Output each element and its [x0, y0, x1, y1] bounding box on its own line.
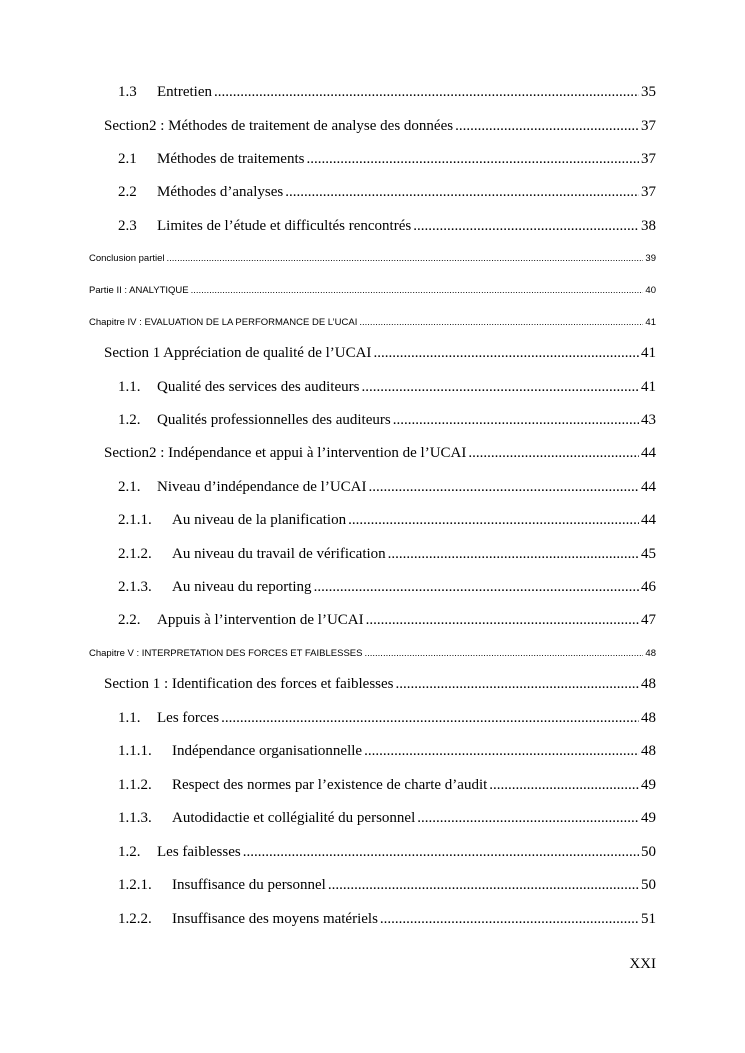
toc-leader-dots — [167, 253, 644, 264]
toc-entry-number: 1.2. — [118, 412, 141, 428]
toc-entry-number: 1.1. — [118, 379, 141, 395]
toc-leader-dots — [221, 710, 639, 727]
toc-entry-title: Méthodes de traitements — [157, 151, 305, 167]
toc-entry-page: 38 — [641, 218, 656, 234]
toc-entry-page: 47 — [641, 612, 656, 628]
toc-leader-dots — [417, 810, 639, 827]
toc-entry-page: 48 — [645, 648, 656, 659]
toc-entry-number: 1.2.1. — [118, 877, 152, 893]
toc-entry-page: 46 — [641, 579, 656, 595]
toc-entry[interactable] — [118, 184, 656, 201]
toc-entry-number: 2.1.3. — [118, 579, 152, 595]
toc-entry-number: 1.1.2. — [118, 777, 152, 793]
toc-entry[interactable] — [118, 743, 656, 760]
toc-entry-title: Autodidactie et collégialité du personnel — [172, 810, 416, 826]
toc-entry-number: 2.1 — [118, 151, 137, 167]
toc-leader-dots — [388, 546, 639, 563]
toc-entry-number: 1.2. — [118, 844, 141, 860]
toc-leader-dots — [359, 317, 643, 328]
toc-leader-dots — [348, 512, 639, 529]
toc-entry-page: 39 — [645, 253, 656, 264]
toc-entry-page: 41 — [645, 317, 656, 328]
toc-entry-number: 1.1.3. — [118, 810, 152, 826]
toc-entry-page: 44 — [641, 512, 656, 528]
toc-entry-page: 37 — [641, 118, 656, 134]
toc-entry[interactable] — [118, 151, 656, 168]
toc-leader-dots — [285, 184, 639, 201]
toc-entry-title: Méthodes d’analyses — [157, 184, 284, 200]
toc-entry[interactable] — [118, 379, 656, 396]
toc-leader-dots — [468, 445, 639, 462]
toc-entry-title: Au niveau de la planification — [172, 512, 347, 528]
toc-entry[interactable] — [118, 479, 656, 496]
toc-entry-number: 2.3 — [118, 218, 137, 234]
toc-entry-page: 48 — [641, 676, 656, 692]
toc-leader-dots — [489, 777, 639, 794]
toc-entry-title: Chapitre IV : EVALUATION DE LA PERFORMANCE DE L’UCAI — [89, 317, 358, 328]
toc-entry-title: Insuffisance du personnel — [172, 877, 326, 893]
toc-entry-number: 1.3 — [118, 84, 137, 100]
toc-entry-page: 49 — [641, 810, 656, 826]
toc-entry-page: 41 — [641, 345, 656, 361]
toc-leader-dots — [364, 648, 643, 659]
toc-entry[interactable] — [104, 676, 656, 693]
toc-entry-number: 2.1. — [118, 479, 141, 495]
toc-entry[interactable] — [118, 777, 656, 794]
toc-leader-dots — [191, 285, 644, 296]
toc-entry-number: 2.1.1. — [118, 512, 152, 528]
toc-entry-page: 50 — [641, 877, 656, 893]
toc-entry[interactable] — [89, 317, 656, 328]
toc-entry-page: 37 — [641, 151, 656, 167]
toc-leader-dots — [364, 743, 639, 760]
toc-entry[interactable] — [118, 612, 656, 629]
toc-entry[interactable] — [118, 877, 656, 894]
toc-entry[interactable] — [118, 218, 656, 235]
toc-entry-title: Conclusion partiel — [89, 253, 165, 264]
toc-entry-number: 1.1.1. — [118, 743, 152, 759]
toc-entry-number: 1.2.2. — [118, 911, 152, 927]
toc-entry-title: Qualité des services des auditeurs — [157, 379, 360, 395]
toc-entry-title: Les faiblesses — [157, 844, 241, 860]
toc-entry[interactable] — [104, 118, 656, 135]
toc-entry[interactable] — [89, 253, 656, 264]
toc-entry-number: 2.2 — [118, 184, 137, 200]
toc-entry-page: 44 — [641, 479, 656, 495]
toc-entry-title: Indépendance organisationnelle — [172, 743, 363, 759]
toc-entry[interactable] — [118, 579, 656, 596]
toc-entry-page: 50 — [641, 844, 656, 860]
toc-leader-dots — [413, 218, 639, 235]
toc-leader-dots — [369, 479, 639, 496]
toc-entry-title: Qualités professionnelles des auditeurs — [157, 412, 391, 428]
toc-entry-title: Section2 : Indépendance et appui à l’intervention de l’UCAI — [104, 445, 467, 461]
toc-leader-dots — [366, 612, 639, 629]
toc-entry-page: 40 — [645, 285, 656, 296]
toc-entry[interactable] — [118, 412, 656, 429]
toc-entry[interactable] — [118, 710, 656, 727]
toc-entry-number: 2.1.2. — [118, 546, 152, 562]
toc-entry-page: 49 — [641, 777, 656, 793]
toc-leader-dots — [314, 579, 639, 596]
toc-leader-dots — [455, 118, 639, 135]
toc-entry-title: Insuffisance des moyens matériels — [172, 911, 378, 927]
toc-entry-page: 45 — [641, 546, 656, 562]
toc-entry[interactable] — [118, 810, 656, 827]
toc-entry-title: Niveau d’indépendance de l’UCAI — [157, 479, 367, 495]
toc-entry-number: 2.2. — [118, 612, 141, 628]
toc-entry-title: Section2 : Méthodes de traitement de analyse des données — [104, 118, 454, 134]
toc-entry-number: 1.1. — [118, 710, 141, 726]
toc-entry-title: Limites de l’étude et difficultés rencontrés — [157, 218, 412, 234]
toc-leader-dots — [380, 911, 639, 928]
toc-leader-dots — [243, 844, 639, 861]
toc-leader-dots — [373, 345, 639, 362]
toc-entry-title: Appuis à l’intervention de l’UCAI — [157, 612, 364, 628]
toc-entry-title: Au niveau du reporting — [172, 579, 312, 595]
toc-entry-page: 48 — [641, 743, 656, 759]
toc-leader-dots — [361, 379, 639, 396]
toc-entry-page: 43 — [641, 412, 656, 428]
toc-entry[interactable] — [118, 84, 656, 101]
toc-entry-page: 51 — [641, 911, 656, 927]
toc-entry-title: Chapitre V : INTERPRETATION DES FORCES ET FAIBLESSES — [89, 648, 363, 659]
toc-entry[interactable] — [118, 844, 656, 861]
toc-entry-title: Section 1 Appréciation de qualité de l’UCAI — [104, 345, 372, 361]
toc-entry[interactable] — [89, 648, 656, 659]
toc-entry-title: Section 1 : Identification des forces et faiblesses — [104, 676, 394, 692]
toc-leader-dots — [328, 877, 639, 894]
toc-entry[interactable] — [104, 345, 656, 362]
toc-entry-title: Les forces — [157, 710, 220, 726]
toc-entry-title: Partie II : ANALYTIQUE — [89, 285, 189, 296]
toc-entry[interactable] — [104, 445, 656, 462]
toc-entry-title: Au niveau du travail de vérification — [172, 546, 386, 562]
toc-entry[interactable] — [118, 911, 656, 928]
toc-entry[interactable] — [89, 285, 656, 296]
page-number: XXI — [629, 956, 656, 972]
toc-entry-title: Respect des normes par l’existence de charte d’audit — [172, 777, 488, 793]
toc-entry-page: 35 — [641, 84, 656, 100]
toc-entry-page: 48 — [641, 710, 656, 726]
toc-entry[interactable] — [118, 546, 656, 563]
toc-leader-dots — [393, 412, 639, 429]
toc-leader-dots — [306, 151, 639, 168]
toc-entry-title: Entretien — [157, 84, 212, 100]
toc-entry[interactable] — [118, 512, 656, 529]
toc-leader-dots — [214, 84, 639, 101]
toc-leader-dots — [396, 676, 640, 693]
toc-entry-page: 44 — [641, 445, 656, 461]
toc-entry-page: 37 — [641, 184, 656, 200]
toc-entry-page: 41 — [641, 379, 656, 395]
